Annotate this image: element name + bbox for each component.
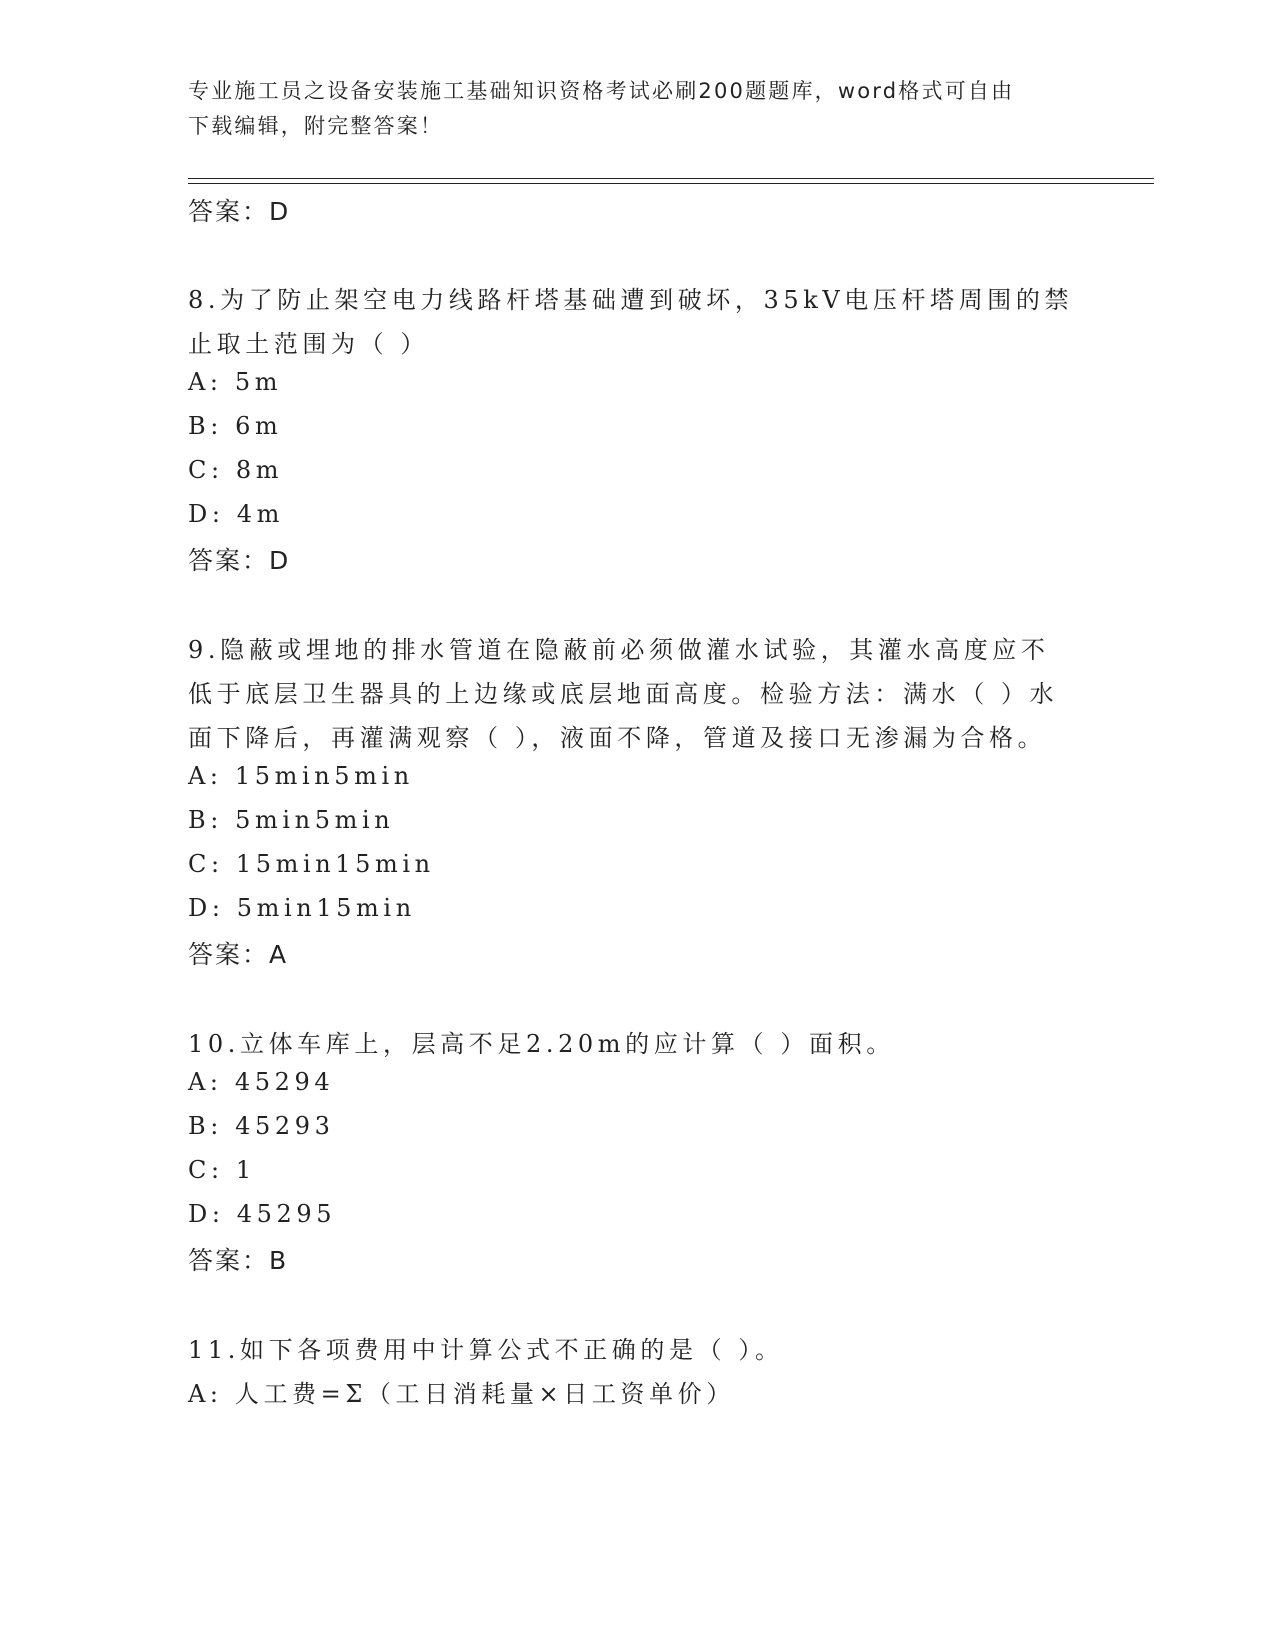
- question-9-stem-line-2: 低于底层卫生器具的上边缘或底层地面高度。检验方法：满水（ ）水: [188, 680, 1059, 708]
- question-8-stem-line-2: 止取土范围为（ ）: [188, 330, 430, 358]
- question-9-option-c: C: 15min15min: [188, 850, 435, 878]
- document-header: [188, 74, 1088, 144]
- question-8-answer: 答案：D: [188, 546, 291, 575]
- header-divider-bottom: [188, 183, 1154, 184]
- question-10-option-d: D: 45295: [188, 1200, 337, 1228]
- question-8-option-b: B: 6m: [188, 412, 283, 440]
- question-10-answer: 答案：B: [188, 1246, 289, 1275]
- question-8-stem-line-1: 8.为了防止架空电力线路杆塔基础遭到破坏，35kV电压杆塔周围的禁: [188, 286, 1074, 314]
- question-9-option-b: B: 5min5min: [188, 806, 395, 834]
- header-divider-top: [188, 178, 1154, 179]
- question-10-option-a: A: 45294: [188, 1068, 335, 1096]
- header-line-2: 下载编辑，附完整答案！: [188, 114, 444, 138]
- question-10-option-b: B: 45293: [188, 1112, 335, 1140]
- header-line-1: 专业施工员之设备安装施工基础知识资格考试必刷200题题库，word格式可自由: [188, 79, 1015, 103]
- question-10-stem-line-1: 10.立体车库上，层高不足2.20m的应计算（ ）面积。: [188, 1030, 895, 1058]
- question-8-option-c: C: 8m: [188, 456, 284, 484]
- question-9-stem-line-1: 9.隐蔽或埋地的排水管道在隐蔽前必须做灌水试验，其灌水高度应不: [188, 636, 1050, 664]
- question-9-option-d: D: 5min15min: [188, 894, 416, 922]
- question-9-stem-line-3: 面下降后，再灌满观察（ ），液面不降，管道及接口无渗漏为合格。: [188, 724, 1047, 752]
- question-9-option-a: A: 15min5min: [188, 762, 414, 790]
- question-11-stem-line-1: 11.如下各项费用中计算公式不正确的是（ ）。: [188, 1336, 784, 1364]
- question-8-option-d: D: 4m: [188, 500, 284, 528]
- question-9-answer: 答案：A: [188, 940, 289, 969]
- question-11-option-a: A: 人工费=Σ（工日消耗量×日工资单价）: [188, 1380, 735, 1408]
- previous-answer: 答案：D: [188, 197, 291, 226]
- question-10-option-c: C: 1: [188, 1156, 256, 1184]
- question-8-option-a: A: 5m: [188, 368, 283, 396]
